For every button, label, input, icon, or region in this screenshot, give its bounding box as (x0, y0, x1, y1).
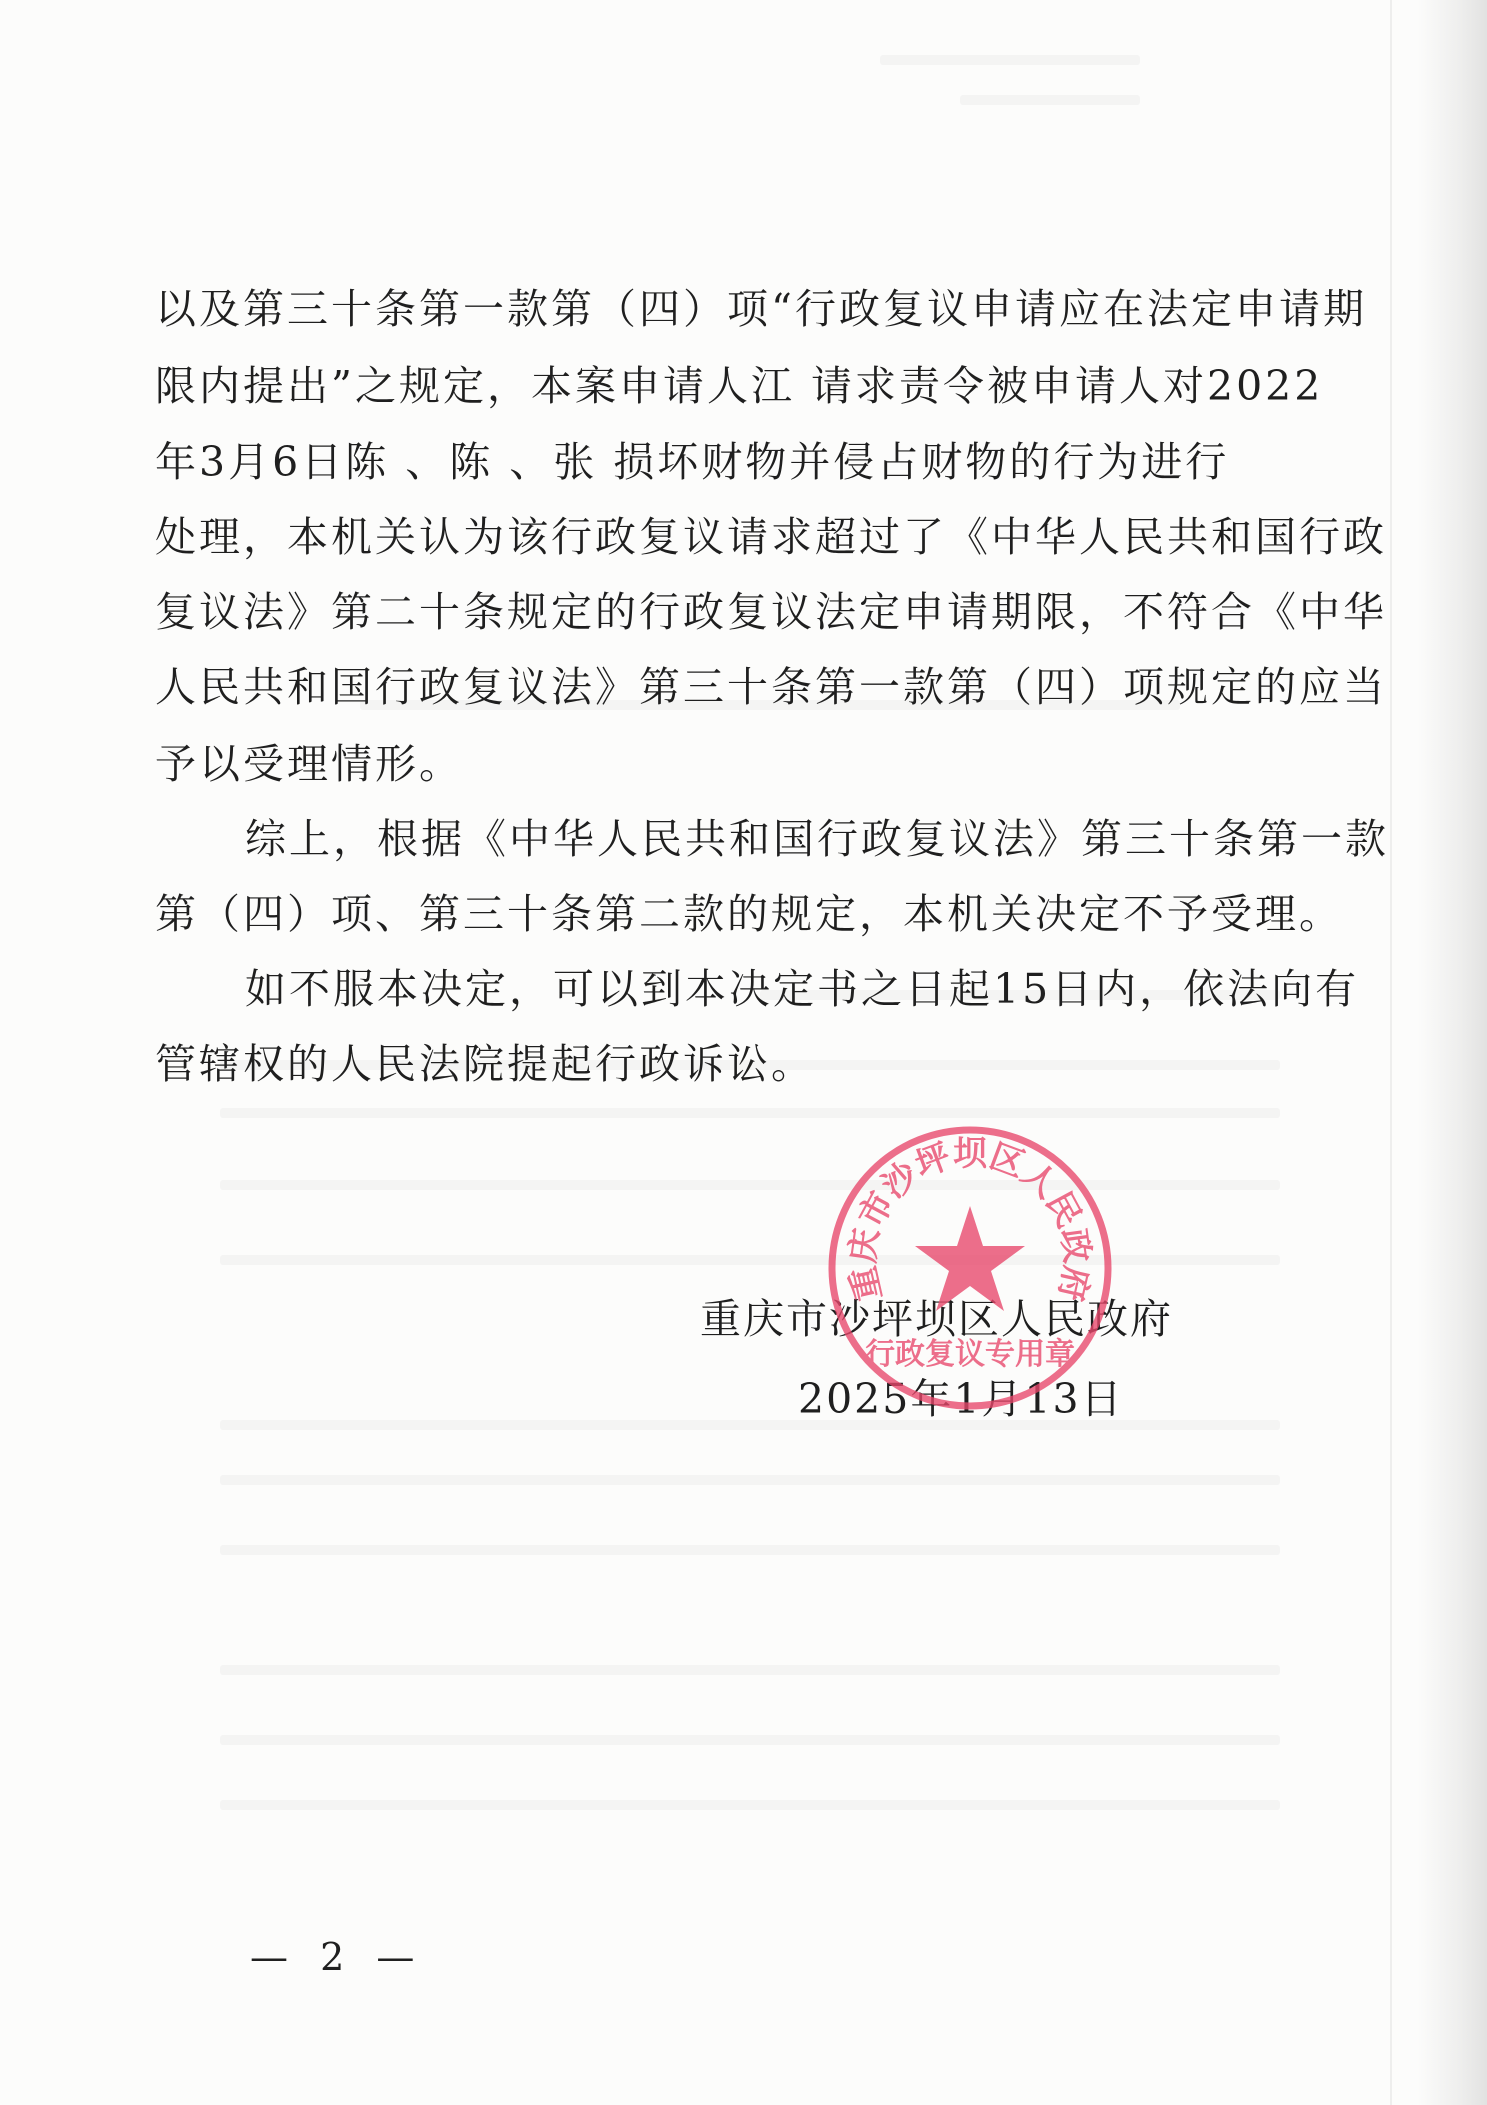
issue-date: 2025年1月13日 (798, 1375, 1124, 1423)
show-through-mark (220, 1545, 1280, 1555)
seal-star-icon (915, 1206, 1025, 1311)
show-through-mark (220, 1475, 1280, 1485)
scan-fold-line (1390, 0, 1392, 2105)
paragraph-2-line-1: 综上，根据《中华人民共和国行政复议法》第三十条第一款 (245, 815, 1389, 863)
show-through-mark (220, 1735, 1280, 1745)
show-through-mark (220, 1180, 1280, 1190)
paragraph-1-line-6: 人民共和国行政复议法》第三十条第一款第（四）项规定的应当 (155, 663, 1387, 711)
page-number: — 2 — (250, 1935, 425, 1979)
show-through-mark (220, 1800, 1280, 1810)
paragraph-1-line-2: 限内提出”之规定，本案申请人江 请求责令被申请人对2022 (155, 362, 1324, 410)
paragraph-1-line-5: 复议法》第二十条规定的行政复议法定申请期限，不符合《中华 (155, 588, 1387, 636)
paragraph-2-line-2: 第（四）项、第三十条第二款的规定，本机关决定不予受理。 (155, 890, 1343, 938)
seal-inner-text: 行政复议专用章 (865, 1337, 1075, 1372)
official-seal-stamp (820, 1118, 1120, 1418)
show-through-mark (220, 1665, 1280, 1675)
show-through-mark (880, 55, 1140, 65)
show-through-mark (960, 95, 1140, 105)
issuing-authority: 重庆市沙坪坝区人民政府 (700, 1295, 1173, 1343)
paragraph-1-line-3: 年3月6日陈 、陈 、张 损坏财物并侵占财物的行为进行 (155, 438, 1230, 486)
paragraph-1-line-1: 以及第三十条第一款第（四）项“行政复议申请应在法定申请期 (155, 285, 1367, 333)
show-through-mark (220, 1108, 1280, 1118)
paragraph-1-line-4: 处理，本机关认为该行政复议请求超过了《中华人民共和国行政 (155, 513, 1387, 561)
paragraph-3-line-2: 管辖权的人民法院提起行政诉讼。 (155, 1040, 815, 1088)
paragraph-3-line-1: 如不服本决定，可以到本决定书之日起15日内，依法向有 (245, 965, 1360, 1013)
paragraph-1-line-7: 予以受理情形。 (155, 740, 463, 788)
seal-outer-text: 重庆市沙坪坝区人民政府 (842, 1134, 1098, 1305)
show-through-mark (220, 1255, 1280, 1265)
scan-edge-shadow (1417, 0, 1487, 2105)
